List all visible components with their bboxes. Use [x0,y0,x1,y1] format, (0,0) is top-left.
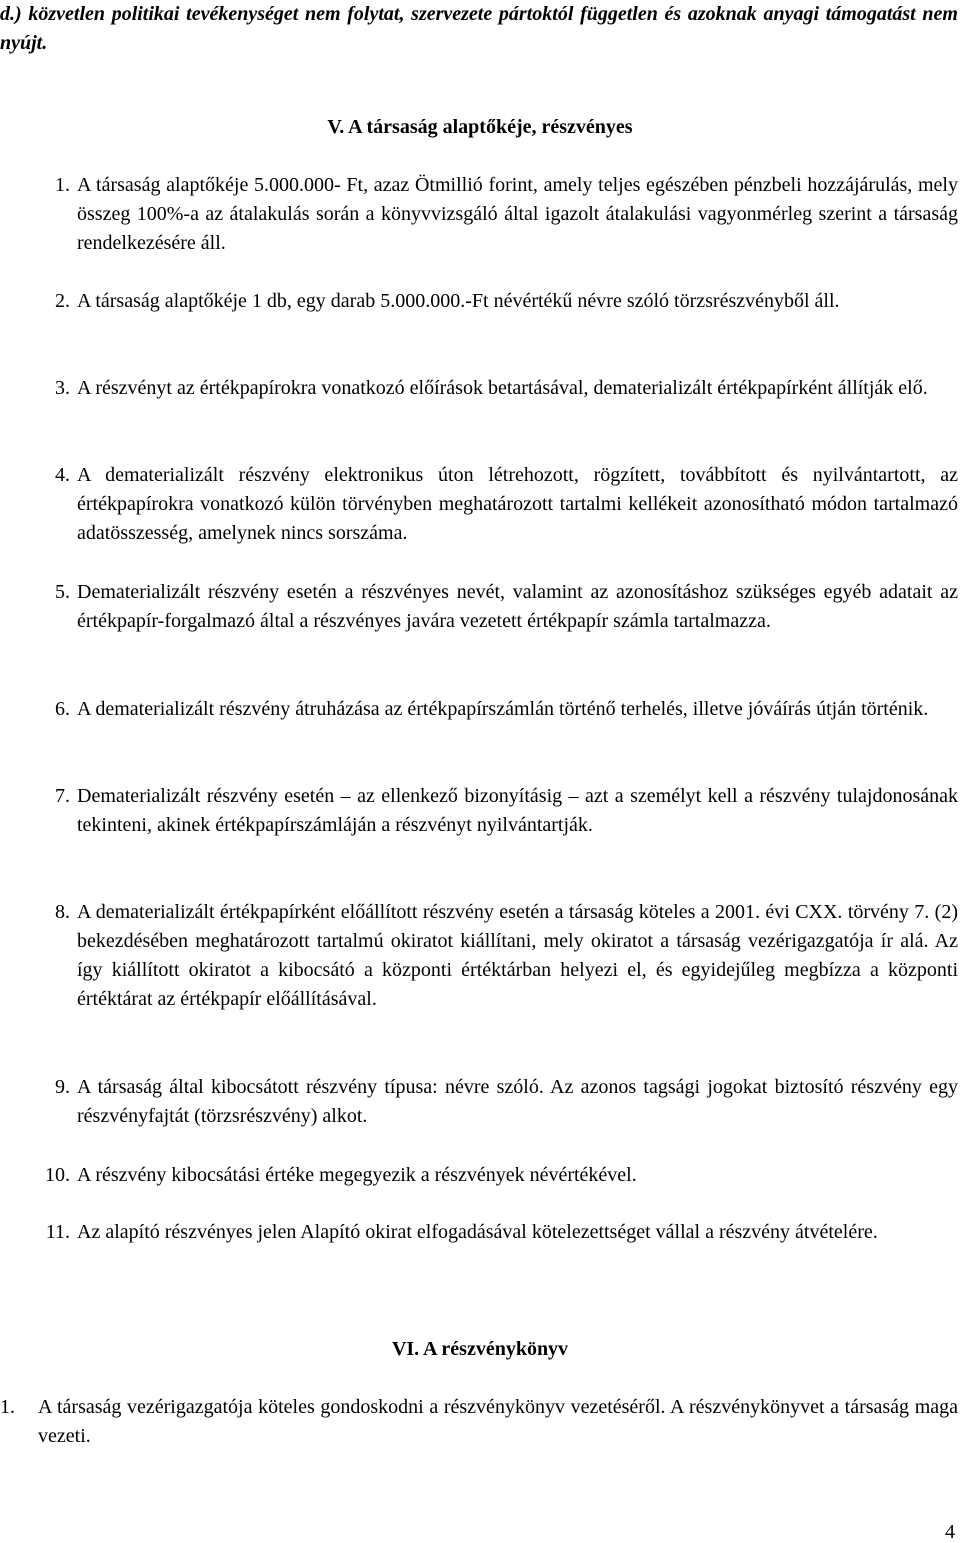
item-number: 5. [55,581,70,603]
item-number: 3. [55,377,70,399]
intro-paragraph: d.) közvetlen politikai tevékenységet nem folytat, szervezete pártoktól független és azoknak anyagi támogatást nem nyújt. [0,3,958,54]
item-number: 7. [55,785,70,807]
item-number: 2. [55,290,70,312]
item-text: Dematerializált részvény esetén a részvényes nevét, valamint az azonosításhoz szükséges egyéb adatait az értékpapír-forgalmazó által a részvényes javára vezetett értékpapír számla tartalmazza. [77,581,958,632]
item-text: A részvény kibocsátási értéke megegyezik a részvények névértékével. [77,1164,637,1186]
item-text: A társaság alaptőkéje 1 db, egy darab 5.000.000.-Ft névértékű névre szóló törzsrészvényből áll. [77,290,840,312]
item-number: 1. [0,1396,15,1418]
item-text: A részvényt az értékpapírokra vonatkozó előírások betartásával, dematerializált értékpapírként állítják elő. [77,377,928,399]
item-number: 6. [55,698,70,720]
page-number: 4 [945,1521,955,1543]
item-text: Az alapító részvényes jelen Alapító okirat elfogadásával kötelezettséget vállal a részvény átvételére. [77,1221,878,1243]
section-v-heading: V. A társaság alaptőkéje, részvényes [327,116,633,138]
item-text: A dematerializált részvény elektronikus úton létrehozott, rögzített, továbbított és nyilvántartott, az értékpapírokra vonatkozó külön törvényben meghatározott tartalmi kellékeit azonosítható módon tartalmazó adatösszesség, amelynek nincs sorszáma. [77,464,958,544]
item-number: 4. [55,464,70,486]
item-text: A társaság által kibocsátott részvény típusa: névre szóló. Az azonos tagsági jogokat biztosító részvény egy részvényfajtát (törzsrészvény) alkot. [77,1076,958,1127]
item-text: Dematerializált részvény esetén – az ellenkező bizonyításig – azt a személyt kell a részvény tulajdonosának tekinteni, akinek értékpapírszámláján a részvényt nyilvántartják. [77,785,958,836]
item-text: A dematerializált részvény átruházása az értékpapírszámlán történő terhelés, illetve jóváírás útján történik. [77,698,929,720]
item-number: 9. [55,1076,70,1098]
item-number: 1. [55,174,70,196]
item-text: A társaság vezérigazgatója köteles gondoskodni a részvénykönyv vezetéséről. A részvénykönyvet a társaság maga vezeti. [38,1396,958,1447]
item-number: 8. [55,901,70,923]
item-number: 10. [45,1164,70,1186]
item-text: A társaság alaptőkéje 5.000.000- Ft, azaz Ötmillió forint, amely teljes egészében pénzbeli hozzájárulás, mely összeg 100%-a az átalakulás során a könyvvizsgáló által igazolt átalakulási vagyonmérleg szerint a társaság rendelkezésére áll. [77,174,958,254]
section-vi-heading: VI. A részvénykönyv [391,1338,569,1360]
item-text: A dematerializált értékpapírként előállított részvény esetén a társaság köteles a 2001. évi CXX. törvény 7. (2) bekezdésében meghatározott tartalmú okiratot kiállítani, mely okiratot a társaság vezérigazgatója ír alá. Az így kiállított okiratot a kibocsátó a központi értéktárban helyezi el, és egyidejűleg megbízza a központi értéktárat az értékpapír előállításával. [77,901,958,1010]
item-number: 11. [45,1221,70,1243]
